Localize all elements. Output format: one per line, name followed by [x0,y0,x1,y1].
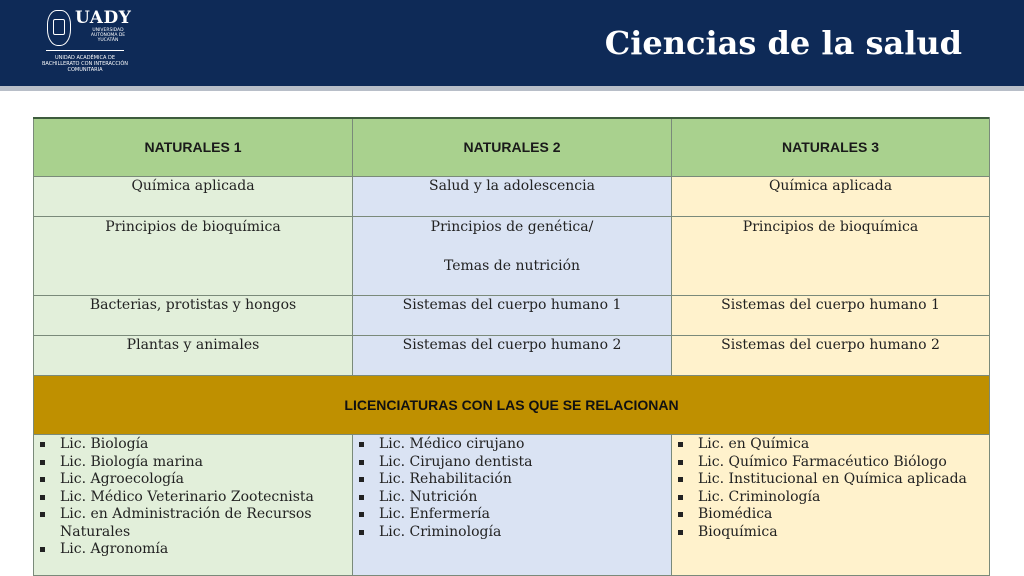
licenciaturas-heading-row [34,376,990,435]
table-cell: Sistemas del cuerpo humano 2 [353,336,672,376]
table-cell: Sistemas del cuerpo humano 1 [672,296,990,336]
subjects-table [33,117,990,576]
list-item: Lic. Nutrición [359,489,671,507]
column-header: NATURALES 3 [672,118,990,177]
table-cell: Química aplicada [672,177,990,217]
column-header: NATURALES 2 [353,118,672,177]
list-item: Lic. Biología marina [40,454,352,472]
table-cell [672,217,990,296]
table-cell: Plantas y animales [34,336,353,376]
licenciaturas-list [34,435,352,559]
list-item: Lic. Enfermería [359,506,671,524]
university-seal-icon [47,10,71,46]
table-row [34,296,990,336]
cell-line: Temas de nutrición [443,258,581,274]
licenciaturas-cell [34,435,353,576]
list-item: Lic. Cirujano dentista [359,454,671,472]
cell-line: Principios de genética/ [430,219,594,235]
list-item: Lic. Biología [40,436,352,454]
logo-university-name: UNIVERSIDAD AUTÓNOMA DE YUCATÁN [90,28,126,43]
cell-line: Principios de bioquímica [105,219,281,235]
table-cell [353,217,672,296]
table-cell: Bacterias, protistas y hongos [34,296,353,336]
licenciaturas-heading: LICENCIATURAS CON LAS QUE SE RELACIONAN [34,376,990,435]
list-item: Lic. Químico Farmacéutico Biólogo [678,454,989,472]
list-item: Lic. Criminología [678,489,989,507]
list-item: Lic. Criminología [359,524,671,542]
cell-line: Principios de bioquímica [742,219,919,235]
table-cell: Química aplicada [34,177,353,217]
column-header: NATURALES 1 [34,118,353,177]
table-top-border [33,117,989,119]
licenciaturas-cell [672,435,990,576]
list-item: Lic. en Química [678,436,989,454]
table-row [34,177,990,217]
logo-unit-name: UNIDAD ACADÉMICA DE BACHILLERATO CON INTERACCIÓN COMUNITARIA [41,55,129,73]
table-row [34,217,990,296]
slide-title: Ciencias de la salud [604,24,962,62]
list-item: Lic. Agroecología [40,471,352,489]
slide-header [0,0,1024,86]
table-header-row [34,118,990,177]
list-item: Biomédica [678,506,989,524]
table-cell [34,217,353,296]
list-item: Lic. Rehabilitación [359,471,671,489]
licenciaturas-cell [353,435,672,576]
table-row [34,336,990,376]
list-item: Lic. Institucional en Química aplicada [678,471,989,489]
uady-logo [41,8,132,80]
list-item: Lic. en Administración de Recursos Naturales [40,506,352,541]
header-divider [0,86,1024,91]
list-item: Lic. Médico cirujano [359,436,671,454]
list-item: Bioquímica [678,524,989,542]
table-cell: Salud y la adolescencia [353,177,672,217]
licenciaturas-row [34,435,990,576]
list-item: Lic. Agronomía [40,541,352,559]
logo-brand: UADY [75,8,132,28]
licenciaturas-list [353,435,671,541]
licenciaturas-list [672,435,989,541]
logo-divider [46,50,124,51]
list-item: Lic. Médico Veterinario Zootecnista [40,489,352,507]
table-cell: Sistemas del cuerpo humano 2 [672,336,990,376]
table-cell: Sistemas del cuerpo humano 1 [353,296,672,336]
